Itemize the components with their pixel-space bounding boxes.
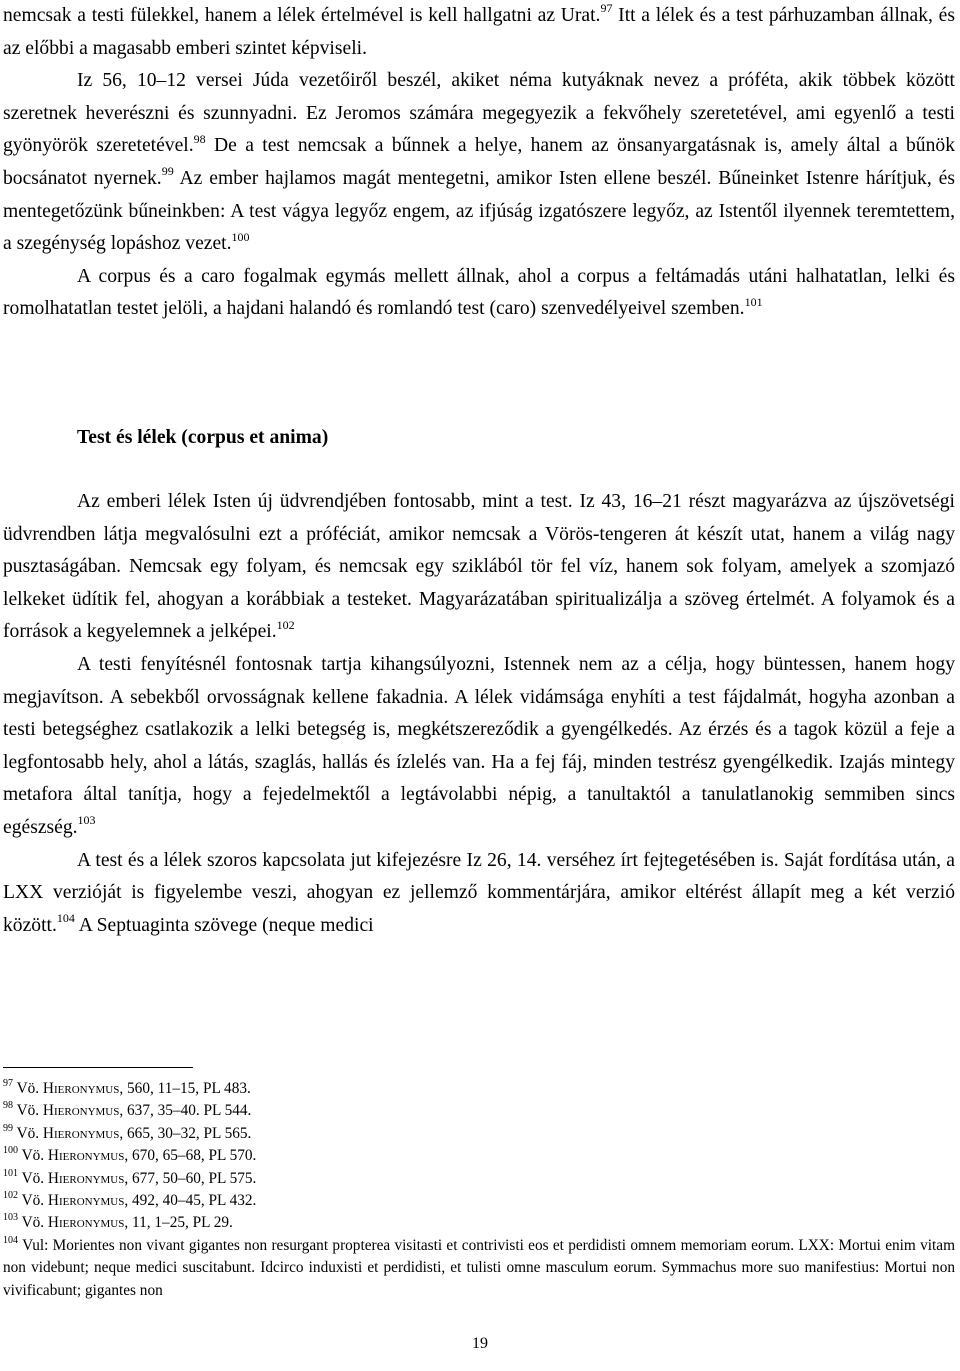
paragraph-6: A test és a lélek szoros kapcsolata jut kifejezésre Iz 26, 14. verséhez írt fejtegetésében is. Saját fordítása után, a LXX verzióját is figyelembe veszi, ahogyan ez jellemző kommentárjára, amikor eltérést állapít meg a két verzió között.$^{104}$ A Septuaginta szövege (neque medici [3, 849, 955, 936]
paragraph-3: A corpus és a caro fogalmak egymás mellett állnak, ahol a corpus a feltámadás utáni halhatatlan, lelki és romolhatatlan testet jelöli, a hajdani halandó és romlandó test (caro) szenvedélyeivel szemben.$^{101}$ [3, 265, 955, 320]
footnote-104: $^{104}$ Vul: Morientes non vivant gigantes non resurgant propterea visitasti et contrivisti eos et perdidisti omnem memoriam eorum. LXX: Mortui enim vitam non videbunt; neque medici suscitabunt. Idcirco induxisti et perdidisti, et tulisti omne masculum eorum. Symmachus more suo manifestius: Mortui non vivificabunt; gigantes non [3, 1234, 955, 1299]
footnote-ref-104[interactable]: 104 [56, 911, 75, 926]
paragraph-5: A testi fenyítésnél fontosnak tartja kihangsúlyozni, Istennek nem az a célja, hogy büntessen, hanem hogy megjavítson. A sebekből orvosságnak kellene fakadnia. A lélek vidámsága enyhíti a test fájdalmát, hogyha azonban a testi betegséghez csatlakozik a lelki betegség is, megkétszereződik a gyengélkedés. Az érzés és a tagok közül a feje a legfontosabb hely, ahol a látás, szaglás, hallás és ízlelés van. Ha a fej fáj, minden testrész gyengélkedik. Izajás mintegy metafora által tanítja, hogy a fejedelmektől a legtávolabbi népig, a tanultaktól a tanulatlanokig semmiben sincs egészség.$^{103}$ [3, 653, 955, 838]
footnote-101: $^{101}$ Vö. Hieronymus, 677, 50–60, PL 575. [3, 1167, 257, 1187]
body-text-top [3, 0, 955, 326]
section-heading: Test és lélek (corpus et anima) [77, 427, 329, 448]
footnote-99: $^{99}$ Vö. Hieronymus, 665, 30–32, PL 565. [3, 1122, 252, 1142]
footnote-100: $^{100}$ Vö. Hieronymus, 670, 65–68, PL 570. [3, 1145, 257, 1165]
footnote-ref-101[interactable]: 101 [744, 294, 763, 309]
footnote-ref-100[interactable]: 100 [231, 229, 250, 244]
footnote-ref-103[interactable]: 103 [77, 813, 96, 828]
footnote-98: $^{98}$ Vö. Hieronymus, 637, 35–40. PL 544. [3, 1100, 252, 1120]
footnote-103: $^{103}$ Vö. Hieronymus, 11, 1–25, PL 29. [3, 1212, 233, 1232]
body-text-section [3, 486, 955, 942]
paragraph-1: nemcsak a testi fülekkel, hanem a lélek értelmével is kell hallgatni az Urat.$^{97}$ Itt a lélek és a test párhuzamban állnak, és az előbbi a magasabb emberi szintet képviseli. [3, 1, 955, 59]
footnote-ref-99[interactable]: 99 [161, 164, 174, 179]
footnote-97: $^{97}$ Vö. Hieronymus, 560, 11–15, PL 483. [3, 1077, 251, 1097]
footnote-ref-98[interactable]: 98 [193, 131, 206, 146]
footnote-ref-102[interactable]: 102 [276, 617, 295, 632]
footnote-102: $^{102}$ Vö. Hieronymus, 492, 40–45, PL 432. [3, 1189, 257, 1210]
paragraph-4: Az emberi lélek Isten új üdvrendjében fontosabb, mint a test. Iz 43, 16–21 részt magyarázva az újszövetségi üdvrendben látja megvalósulni ezt a próféciát, amikor nemcsak a Vörös-tengeren át készít utat, hanem a világ nagy pusztaságában. Nemcsak egy folyam, és nemcsak egy sziklából tör fel víz, hanem sok folyam, amelyek a szomjazó lelkeket üdítik fel, ahogyan a korábbiak a testeket. Magyarázatában spiritualizálja a szöveg értelmét. A folyamok és a források a kegyelemnek a jelképei.$^{102}$ [3, 491, 955, 643]
page-number: 19 [472, 1335, 488, 1352]
paragraph-2: Iz 56, 10–12 versei Júda vezetőiről beszél, akiket néma kutyáknak nevez a próféta, akik többek között szeretnek heverészni és szunnyadni. Ez Jeromos számára megegyezik a fekvőhely szeretetével, ami egyenlő a testi gyönyörök szeretetével.$^{98}$ De a test nemcsak a bűnnek a helye, hanem az önsanyargatásnak is, amely által a bűnök bocsánatot nyernek.$^{99}$ Az ember hajlamos magát mentegetni, amikor Isten ellene beszél. Bűneinket Istenre hárítjuk, és mentegetőzünk bűneinkben: A test vágya legyőz engem, az ifjúság izgatószere legyőz, az Istentől ilyennek teremtettem, a szegénység lopáshoz vezet.$^{100}$ [3, 70, 955, 255]
footnote-divider [3, 1067, 193, 1068]
footnotes [3, 1078, 955, 1302]
footnote-ref-97[interactable]: 97 [600, 1, 613, 16]
